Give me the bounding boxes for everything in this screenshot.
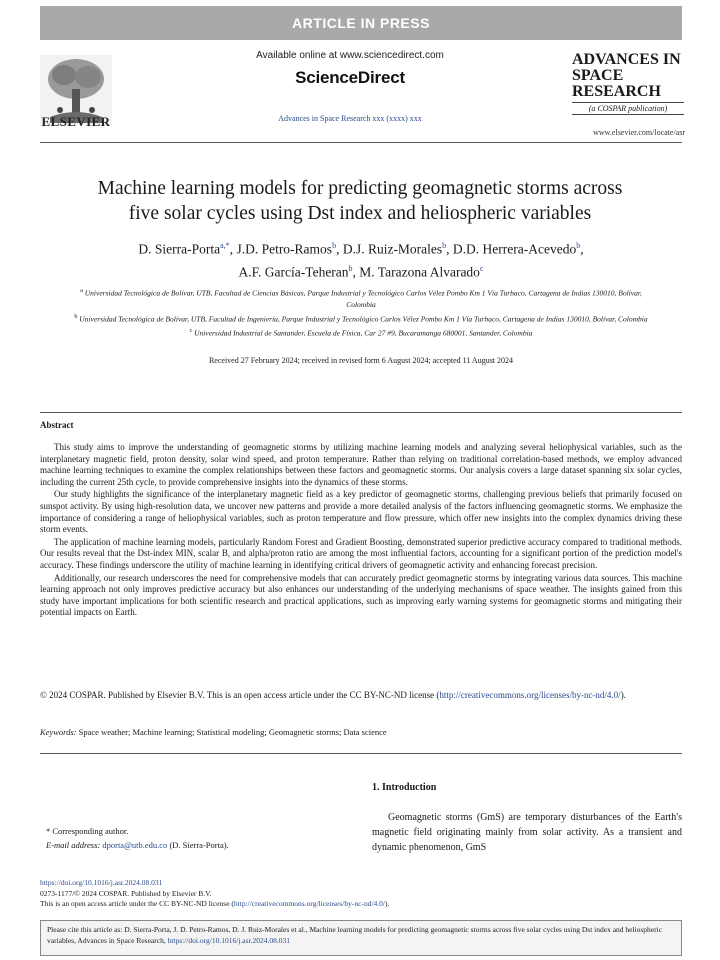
license-link[interactable]: http://creativecommons.org/licenses/by-nc-nd/4.0/: [439, 690, 621, 700]
keywords-label: Keywords:: [40, 727, 77, 737]
affiliation-text: Universidad Tecnológica de Bolívar, UTB, Facultad de Ciencias Básicas, Parque Industrial y Tecnológico Carlos Vélez Pombo Km 1 Vía Turbaco, Cartagena de Indias 130010, Bolívar, Colombia: [84, 288, 642, 309]
introduction-text: [372, 810, 682, 856]
title-line-2: five solar cycles using Dst index and heliospheric variables: [128, 203, 592, 224]
author-affil-mark[interactable]: c: [479, 263, 484, 273]
cospar-label: (a COSPAR publication): [572, 102, 684, 115]
introduction-paragraph: Geomagnetic storms (GmS) are temporary disturbances of the Earth's magnetic field originating mainly from solar activity. As a transient and dynamic phenomenon, GmS: [372, 812, 682, 854]
author-name[interactable]: D.D. Herrera-Acevedo: [452, 241, 577, 257]
author-line-2: A.F. García-Teheran$^b$, M. Tarazona Alvarado$^c$: [238, 263, 484, 279]
author-line-1: D. Sierra-Porta$^{a,*}$, J.D. Petro-Ramos$^b$, D.J. Ruiz-Morales$^b$, D.D. Herrera-Acevedo$^b$,: [138, 241, 584, 257]
email-line: [46, 838, 346, 852]
affiliation-text: Universidad Industrial de Santander, Escuela de Física, Car 27 #9, Bucaramanga 680001, Santander, Colombia: [194, 328, 533, 338]
abstract-divider-bottom: [40, 753, 682, 754]
author-affil-mark[interactable]: b: [332, 241, 337, 250]
title-line-1: Machine learning models for predicting geomagnetic storms across: [97, 178, 623, 199]
affiliation-item: [40, 312, 682, 325]
abstract-paragraph: Additionally, our research underscores the need for comprehensive models that can accurately predict geomagnetic storms by integrating various data sources. This machine learning approach not only improves predictive accuracy but also enhances our understanding of the underlying mechanisms of space weather. The insights gained from this study have important implications for both scientific research and practical applications, such as improving early warning systems for geomagnetic storms and mitigating their potential impacts on Earth.: [40, 572, 682, 618]
license-end: ).: [620, 690, 626, 700]
abstract-paragraph: This study aims to improve the understanding of geomagnetic storms by utilizing machine learning models and analyzing several heliophysical variables, such as the interplanetary magnetic field, proton density, solar wind speed, and proton temperature. Rather than relying on traditional correlation-based methods, we employ advanced machine learning techniques to examine the complex relationships between these factors and geomagnetic storms. Our analysis covers a large dataset spanning six solar cycles, including the current 25th cycle, to provide comprehensive insights into the dynamics of these storms.: [40, 442, 682, 487]
journal-url-link[interactable]: www.elsevier.com/locate/asr: [593, 128, 685, 137]
affiliation-item: [40, 286, 682, 310]
header-divider: [40, 142, 682, 143]
email-owner: (D. Sierra-Porta).: [169, 840, 229, 850]
doi-block: [40, 878, 682, 910]
affiliation-list: [40, 286, 682, 341]
elsevier-wordmark: ELSEVIER: [41, 114, 111, 129]
abstract-divider-top: [40, 412, 682, 413]
author-name[interactable]: D. Sierra-Porta: [138, 241, 221, 257]
issn-line: 0273-1177/© 2024 COSPAR. Published by Elsevier B.V.: [40, 888, 212, 898]
abstract-paragraph: The application of machine learning models, particularly Random Forest and Gradient Boosting, demonstrated superior predictive accuracy compared to traditional methods. Our results reveal that the Dst-index MIN, scalar B, and alpha/proton ratio are among the most influential factors, accounting for a significant portion of the prediction model's accuracy. These findings underscore the utility of machine learning in identifying critical drivers of geomagnetic activity and enhancing forecast precision.: [40, 536, 682, 570]
journal-title: [572, 52, 684, 100]
available-online-text: Available online at www.sciencedirect.com: [256, 50, 444, 61]
received-dates: Received 27 February 2024; received in revised form 6 August 2024; accepted 11 August 2024: [208, 356, 514, 365]
author-name[interactable]: M. Tarazona Alvarado: [359, 264, 480, 279]
author-name[interactable]: J.D. Petro-Ramos: [236, 241, 333, 257]
open-access-text: This is an open access article under the CC BY-NC-ND license (: [40, 899, 234, 908]
author-name[interactable]: A.F. García-Teheran: [238, 264, 349, 279]
abstract-heading: Abstract: [40, 420, 74, 430]
doi-link[interactable]: https://doi.org/10.1016/j.asr.2024.08.031: [40, 878, 163, 887]
journal-header: [200, 50, 500, 123]
author-affil-mark[interactable]: a,*: [220, 241, 230, 250]
journal-logo-box: [572, 52, 684, 115]
article-in-press-banner: ARTICLE IN PRESS: [40, 6, 682, 40]
journal-title-line3: RESEARCH: [572, 83, 661, 100]
license-text: © 2024 COSPAR. Published by Elsevier B.V. This is an open access article under the CC BY-NC-ND license (: [40, 690, 440, 700]
affiliation-mark: b: [74, 313, 78, 320]
abstract-paragraph: Our study highlights the significance of the interplanetary magnetic field as a key predictor of geomagnetic storms, challenging previous beliefs that primarily focused on sunspot activity. By using high-resolution data, we uncover new patterns and provide a more detailed analysis of the factors influencing geomagnetic storms. We emphasize the importance of considering a range of heliophysical variables, such as proton temperature and flow pressure, which offer new insights into the complex dynamics driving these storm events.: [40, 489, 682, 535]
affiliation-mark: c: [189, 328, 193, 334]
sciencedirect-logo: ScienceDirect: [295, 68, 405, 87]
journal-title-line2: SPACE: [572, 67, 624, 84]
author-affil-mark[interactable]: b: [442, 241, 447, 250]
journal-reference-link[interactable]: Advances in Space Research xxx (xxxx) xxx: [278, 114, 422, 123]
citation-box: [40, 920, 682, 956]
corresponding-author-footnote: [46, 824, 346, 852]
article-title: [60, 176, 660, 226]
introduction-heading: 1. Introduction: [372, 782, 437, 793]
open-access-line: [40, 899, 682, 910]
affiliation-item: [40, 326, 682, 339]
email-link[interactable]: dporta@utb.edu.co: [102, 840, 168, 850]
keywords-line: [40, 727, 682, 737]
author-name[interactable]: D.J. Ruiz-Morales: [342, 241, 443, 257]
open-access-end: ).: [384, 899, 390, 908]
author-list: [40, 236, 682, 281]
email-label: E-mail address:: [46, 840, 101, 850]
journal-title-line1: ADVANCES IN: [572, 51, 681, 68]
author-affil-mark[interactable]: b: [576, 241, 581, 250]
affiliation-mark: a: [80, 288, 83, 294]
citation-doi-link[interactable]: https://doi.org/10.1016/j.asr.2024.08.031: [167, 935, 290, 945]
keywords-list: Space weather; Machine learning; Statistical modeling; Geomagnetic storms; Data science: [78, 727, 387, 737]
citation-text: Please cite this article as: D. Sierra-Porta, J. D. Petro-Ramos, D. J. Ruiz-Morales et al., Machine learning models for predicting geomagnetic storms across five solar cycles using Dst index and heliospheric variables, Advances in Space Research,: [47, 925, 663, 945]
open-access-license-link[interactable]: http://creativecommons.org/licenses/by-nc-nd/4.0/: [233, 899, 385, 908]
author-affil-mark[interactable]: b: [348, 263, 353, 273]
abstract-body: [40, 442, 682, 620]
license-statement: [40, 690, 682, 702]
affiliation-text: Universidad Tecnológica de Bolívar, UTB, Facultad de Ingeniería, Parque Industrial y Tecnológico Carlos Vélez Pombo Km 1 Vía Turbaco, Cartagena de Indias 130010, Bolívar, Colombia: [79, 314, 648, 323]
corresponding-author-label: * Corresponding author.: [46, 826, 129, 836]
